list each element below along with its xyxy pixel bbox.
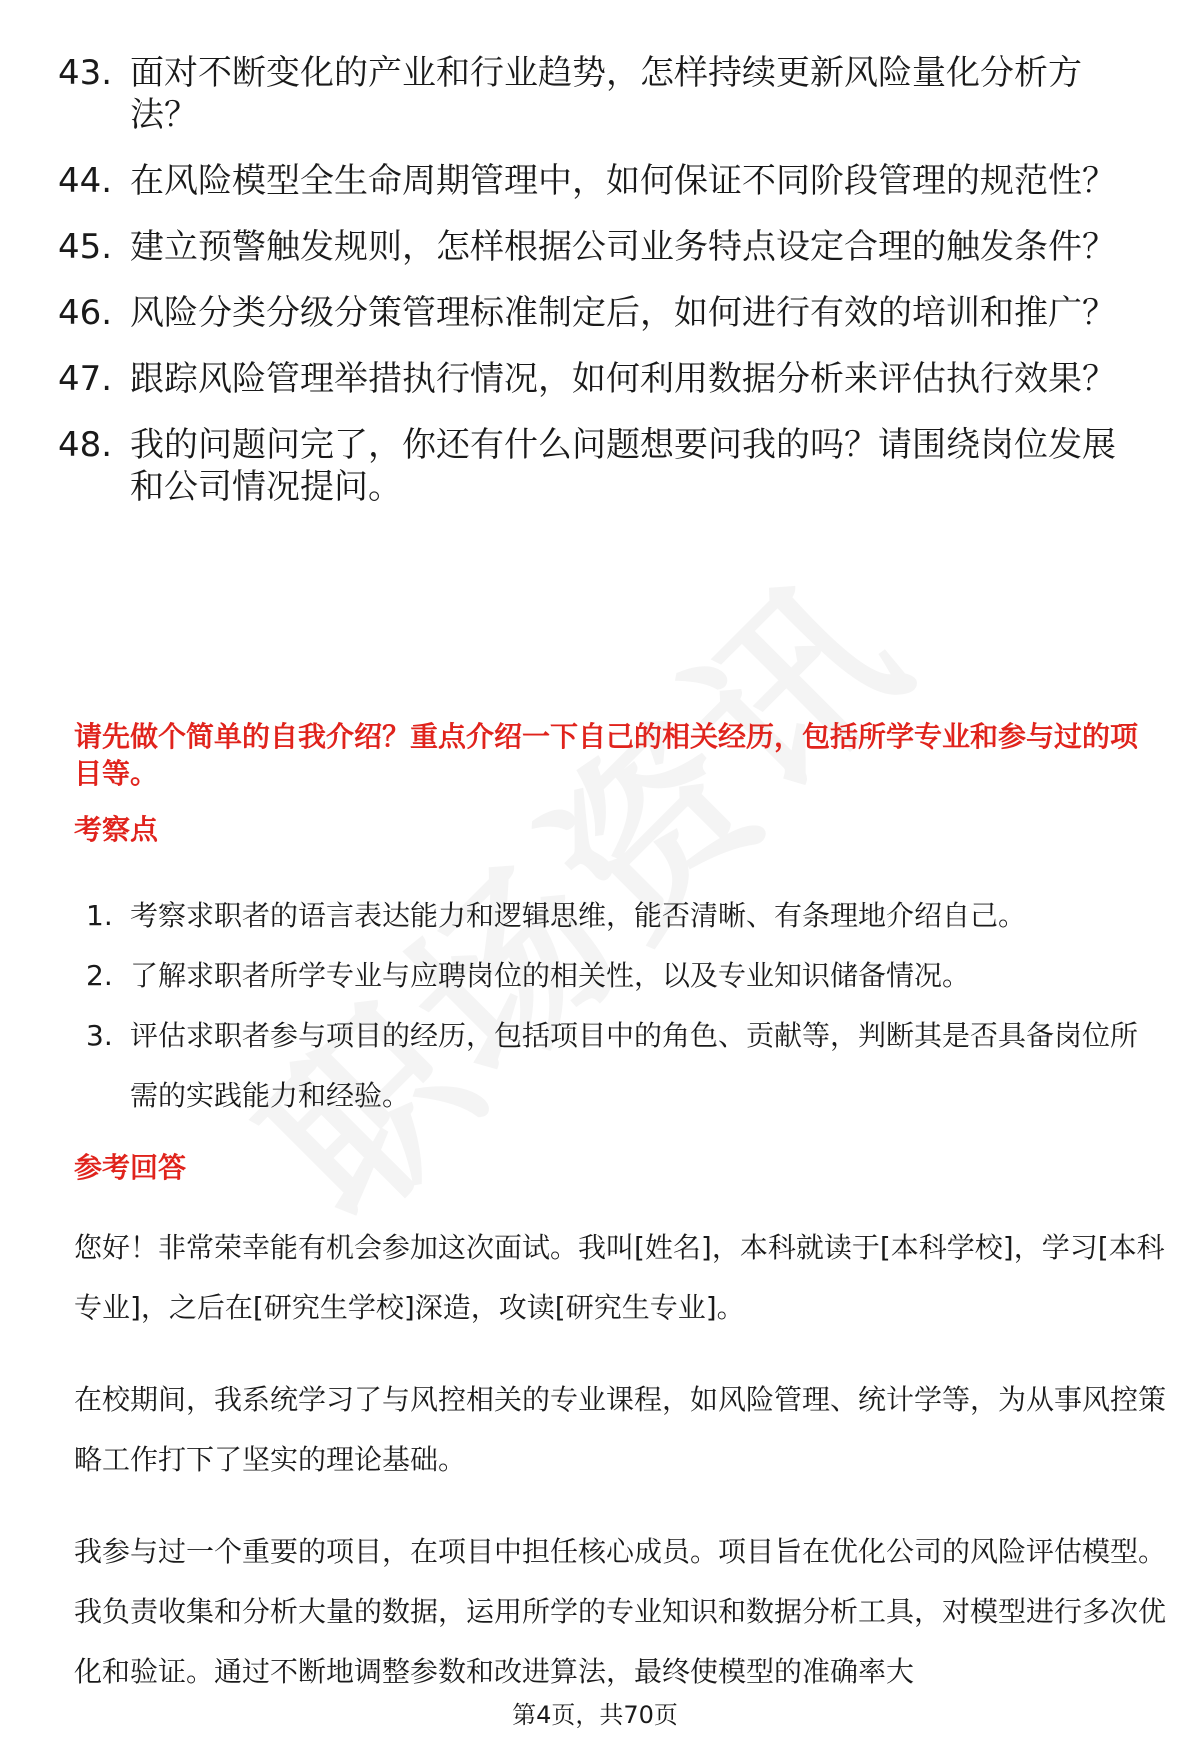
interview-question-heading: 请先做个简单的自我介绍？重点介绍一下自己的相关经历，包括所学专业和参与过的项目等。 — [74, 720, 1139, 790]
page-number: 第4页，共70页 — [512, 1701, 678, 1729]
answer-paragraph: 我参与过一个重要的项目，在项目中担任核心成员。项目旨在优化公司的风险评估模型。我负责收集和分析大量的数据，运用所学的专业知识和数据分析工具，对模型进行多次优化和验证。通过不断地调整参数和改进算法，最终使模型的准确率大 — [74, 1535, 1167, 1688]
question-text: 风险分类分级分策管理标准制定后，如何进行有效的培训和推广？ — [130, 293, 1116, 333]
point-text: 考察求职者的语言表达能力和逻辑思维，能否清晰、有条理地介绍自己。 — [130, 899, 1027, 932]
list-item — [58, 52, 1158, 136]
question-text: 面对不断变化的产业和行业趋势，怎样持续更新风险量化分析方法？ — [130, 53, 1082, 135]
question-list — [58, 52, 1158, 532]
examination-heading: 考察点 — [74, 813, 159, 846]
list-item — [86, 886, 1166, 946]
list-item — [58, 358, 1158, 400]
question-text: 在风险模型全生命周期管理中，如何保证不同阶段管理的规范性？ — [130, 161, 1116, 201]
question-number: 44. — [58, 161, 113, 201]
answer-heading: 参考回答 — [74, 1151, 187, 1184]
question-number: 48. — [58, 425, 113, 465]
list-item — [86, 1006, 1166, 1126]
point-text: 评估求职者参与项目的经历，包括项目中的角色、贡献等，判断其是否具备岗位所需的实践能力和经验。 — [130, 1019, 1139, 1112]
answer-paragraph: 您好！非常荣幸能有机会参加这次面试。我叫[姓名]，本科就读于[本科学校]，学习[本科专业]，之后在[研究生学校]深造，攻读[研究生专业]。 — [74, 1231, 1165, 1324]
question-text: 我的问题问完了，你还有什么问题想要问我的吗？请围绕岗位发展和公司情况提问。 — [130, 425, 1116, 507]
list-item — [86, 946, 1166, 1006]
list-item — [58, 292, 1158, 334]
examination-points — [86, 886, 1166, 1126]
list-item — [58, 424, 1158, 508]
question-number: 46. — [58, 293, 113, 333]
question-number: 45. — [58, 227, 113, 267]
question-text: 跟踪风险管理举措执行情况，如何利用数据分析来评估执行效果？ — [130, 359, 1116, 399]
list-item — [58, 226, 1158, 268]
answer-paragraph: 在校期间，我系统学习了与风控相关的专业课程，如风险管理、统计学等，为从事风控策略工作打下了坚实的理论基础。 — [74, 1383, 1167, 1476]
question-text: 建立预警触发规则，怎样根据公司业务特点设定合理的触发条件？ — [130, 227, 1116, 267]
list-item — [58, 160, 1158, 202]
point-number: 3. — [86, 1019, 113, 1052]
point-text: 了解求职者所学专业与应聘岗位的相关性，以及专业知识储备情况。 — [130, 959, 971, 992]
question-number: 43. — [58, 53, 113, 93]
point-number: 1. — [86, 899, 113, 932]
point-number: 2. — [86, 959, 113, 992]
question-number: 47. — [58, 359, 113, 399]
